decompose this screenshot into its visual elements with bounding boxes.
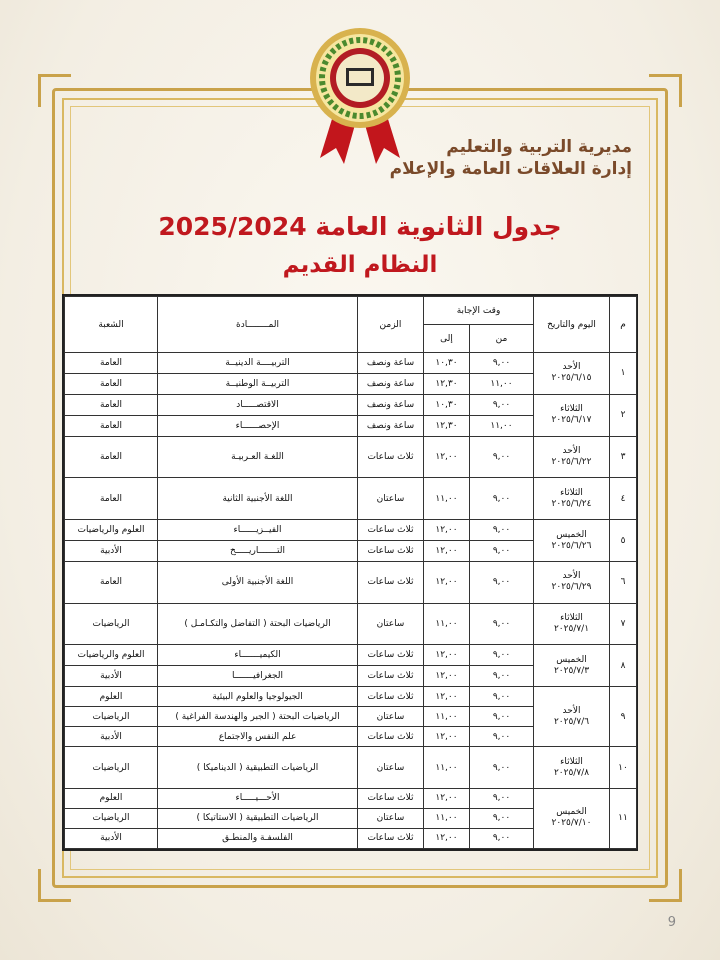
day-name: الأحد bbox=[562, 705, 581, 716]
day-name: الثلاثاء bbox=[560, 613, 583, 624]
exam-date: ٢٠٢٥/٧/٨ bbox=[553, 767, 590, 778]
subject-cell: الرياضيات البحتة ( التفاضل والتكـامـل ) bbox=[158, 603, 358, 645]
subject-cell: اللغة الأجنبية الثانية bbox=[158, 478, 358, 520]
duration-cell: ثلاث ساعات bbox=[358, 788, 424, 808]
time-to: ١٢,٠٠ bbox=[424, 727, 470, 747]
subject-cell: التربيــة الوطنيــة bbox=[158, 373, 358, 394]
branch-cell: الرياضيات bbox=[65, 707, 158, 727]
table-row bbox=[65, 561, 637, 603]
time-from: ٩,٠٠ bbox=[470, 828, 534, 848]
exam-date: ٢٠٢٥/٧/١ bbox=[553, 624, 590, 635]
duration-cell: ساعة ونصف bbox=[358, 353, 424, 374]
row-index: ١١ bbox=[610, 788, 637, 848]
day-date-cell bbox=[534, 353, 610, 395]
row-index: ١٠ bbox=[610, 747, 637, 789]
subject-cell: اللغة الأجنبية الأولى bbox=[158, 561, 358, 603]
branch-cell: العلوم والرياضيات bbox=[65, 520, 158, 541]
subject-cell: اللغـة العـربيـة bbox=[158, 436, 358, 478]
subject-cell: الرياضيات البحتة ( الجبر والهندسة الفراغية ) bbox=[158, 707, 358, 727]
row-index: ٨ bbox=[610, 645, 637, 687]
branch-cell: العلوم والرياضيات bbox=[65, 645, 158, 666]
time-from: ٩,٠٠ bbox=[470, 603, 534, 645]
time-from: ٩,٠٠ bbox=[470, 666, 534, 687]
day-name: الثلاثاء bbox=[560, 756, 583, 767]
time-to: ١٢,٠٠ bbox=[424, 788, 470, 808]
branch-cell: الأدبية bbox=[65, 666, 158, 687]
subject-cell: الاقتصـــــاد bbox=[158, 394, 358, 415]
duration-cell: ساعتان bbox=[358, 478, 424, 520]
day-date-cell bbox=[534, 687, 610, 747]
day-name: الخميس bbox=[556, 529, 587, 540]
branch-cell: العامة bbox=[65, 561, 158, 603]
time-from: ٩,٠٠ bbox=[470, 394, 534, 415]
subject-cell: الجغرافيـــــــا bbox=[158, 666, 358, 687]
schedule-table bbox=[64, 296, 637, 849]
header-from: من bbox=[470, 325, 534, 353]
time-to: ١٢,٠٠ bbox=[424, 687, 470, 707]
duration-cell: ثلاث ساعات bbox=[358, 687, 424, 707]
duration-cell: ساعتان bbox=[358, 707, 424, 727]
day-date-cell bbox=[534, 520, 610, 562]
duration-cell: ثلاث ساعات bbox=[358, 436, 424, 478]
subject-cell: الكيميـــــــاء bbox=[158, 645, 358, 666]
branch-cell: العامة bbox=[65, 373, 158, 394]
exam-date: ٢٠٢٥/٦/١٥ bbox=[551, 373, 592, 384]
branch-cell: الرياضيات bbox=[65, 603, 158, 645]
row-index: ٩ bbox=[610, 687, 637, 747]
time-from: ١١,٠٠ bbox=[470, 415, 534, 436]
time-to: ١١,٠٠ bbox=[424, 603, 470, 645]
subject-cell: الفيــزيــــــاء bbox=[158, 520, 358, 541]
table-row bbox=[65, 645, 637, 666]
day-name: الثلاثاء bbox=[560, 404, 583, 415]
subject-cell: التـــــــاريـــــخ bbox=[158, 541, 358, 562]
time-to: ١٢,٠٠ bbox=[424, 666, 470, 687]
branch-cell: الأدبية bbox=[65, 727, 158, 747]
day-date-cell bbox=[534, 788, 610, 848]
time-to: ١١,٠٠ bbox=[424, 747, 470, 789]
branch-cell: الرياضيات bbox=[65, 808, 158, 828]
table-row bbox=[65, 436, 637, 478]
header-subject: المــــــــادة bbox=[158, 297, 358, 353]
time-to: ١٠,٣٠ bbox=[424, 394, 470, 415]
schedule-body bbox=[65, 353, 637, 849]
day-date-cell bbox=[534, 603, 610, 645]
exam-date: ٢٠٢٥/٧/٣ bbox=[553, 665, 590, 676]
time-from: ٩,٠٠ bbox=[470, 478, 534, 520]
branch-cell: الأدبية bbox=[65, 828, 158, 848]
table-row bbox=[65, 788, 637, 808]
exam-date: ٢٠٢٥/٦/١٧ bbox=[551, 415, 592, 426]
time-from: ٩,٠٠ bbox=[470, 541, 534, 562]
subject-cell: الأحـــيـــــاء bbox=[158, 788, 358, 808]
time-from: ٩,٠٠ bbox=[470, 808, 534, 828]
page-subtitle: النظام القديم bbox=[282, 252, 438, 278]
day-name: الأحد bbox=[562, 445, 581, 456]
time-to: ١١,٠٠ bbox=[424, 808, 470, 828]
time-to: ١٢,٠٠ bbox=[424, 520, 470, 541]
row-index: ٢ bbox=[610, 394, 637, 436]
header-index: م bbox=[610, 297, 637, 353]
day-date-cell bbox=[534, 645, 610, 687]
subject-cell: الفلسفـة والمنطـق bbox=[158, 828, 358, 848]
duration-cell: ثلاث ساعات bbox=[358, 645, 424, 666]
day-name: الأحد bbox=[562, 571, 581, 582]
duration-cell: ساعتان bbox=[358, 747, 424, 789]
time-from: ٩,٠٠ bbox=[470, 353, 534, 374]
time-to: ١٢,٠٠ bbox=[424, 828, 470, 848]
time-to: ١٢,٠٠ bbox=[424, 561, 470, 603]
exam-date: ٢٠٢٥/٦/٢٦ bbox=[551, 540, 592, 551]
row-index: ١ bbox=[610, 353, 637, 395]
duration-cell: ساعة ونصف bbox=[358, 415, 424, 436]
time-from: ٩,٠٠ bbox=[470, 788, 534, 808]
table-row bbox=[65, 520, 637, 541]
time-from: ٩,٠٠ bbox=[470, 727, 534, 747]
day-name: الثلاثاء bbox=[560, 487, 583, 498]
time-from: ٩,٠٠ bbox=[470, 436, 534, 478]
day-date-cell bbox=[534, 394, 610, 436]
time-from: ٩,٠٠ bbox=[470, 687, 534, 707]
day-name: الخميس bbox=[556, 654, 587, 665]
subject-cell: التربيــــة الدينيــة bbox=[158, 353, 358, 374]
branch-cell: العامة bbox=[65, 478, 158, 520]
duration-cell: ساعتان bbox=[358, 808, 424, 828]
time-from: ٩,٠٠ bbox=[470, 561, 534, 603]
branch-cell: العلوم bbox=[65, 687, 158, 707]
subject-cell: الرياضيات التطبيقية ( الديناميكا ) bbox=[158, 747, 358, 789]
table-row bbox=[65, 394, 637, 415]
exam-date: ٢٠٢٥/٦/٢٤ bbox=[551, 498, 592, 509]
branch-cell: العامة bbox=[65, 436, 158, 478]
table-row bbox=[65, 353, 637, 374]
header-to: إلى bbox=[424, 325, 470, 353]
row-index: ٣ bbox=[610, 436, 637, 478]
schedule-table-container bbox=[62, 294, 638, 851]
time-to: ١١,٠٠ bbox=[424, 478, 470, 520]
branch-cell: العامة bbox=[65, 415, 158, 436]
row-index: ٧ bbox=[610, 603, 637, 645]
day-date-cell bbox=[534, 747, 610, 789]
duration-cell: ثلاث ساعات bbox=[358, 666, 424, 687]
branch-cell: الأدبية bbox=[65, 541, 158, 562]
row-index: ٥ bbox=[610, 520, 637, 562]
exam-date: ٢٠٢٥/٧/٦ bbox=[553, 716, 590, 727]
header-branch: الشعبة bbox=[65, 297, 158, 353]
subject-cell: الإحصــــــاء bbox=[158, 415, 358, 436]
row-index: ٦ bbox=[610, 561, 637, 603]
table-row bbox=[65, 478, 637, 520]
table-row bbox=[65, 687, 637, 707]
subject-cell: الرياضيات التطبيقية ( الاستاتيكا ) bbox=[158, 808, 358, 828]
duration-cell: ساعة ونصف bbox=[358, 373, 424, 394]
duration-cell: ساعتان bbox=[358, 603, 424, 645]
time-to: ١٠,٣٠ bbox=[424, 353, 470, 374]
subject-cell: علم النفس والاجتماع bbox=[158, 727, 358, 747]
exam-date: ٢٠٢٥/٦/٢٩ bbox=[551, 582, 592, 593]
exam-date: ٢٠٢٥/٦/٢٢ bbox=[551, 456, 592, 467]
day-name: الخميس bbox=[556, 807, 587, 818]
header-day-date: اليوم والتاريخ bbox=[534, 297, 610, 353]
time-to: ١٢,٠٠ bbox=[424, 436, 470, 478]
table-row bbox=[65, 603, 637, 645]
page-title: جدول الثانوية العامة 2025/2024 bbox=[158, 212, 562, 241]
time-from: ٩,٠٠ bbox=[470, 645, 534, 666]
duration-cell: ساعة ونصف bbox=[358, 394, 424, 415]
duration-cell: ثلاث ساعات bbox=[358, 828, 424, 848]
time-to: ١٢,٣٠ bbox=[424, 415, 470, 436]
time-from: ٩,٠٠ bbox=[470, 520, 534, 541]
branch-cell: الرياضيات bbox=[65, 747, 158, 789]
time-from: ٩,٠٠ bbox=[470, 707, 534, 727]
subject-cell: الجيولوجيا والعلوم البيئية bbox=[158, 687, 358, 707]
day-date-cell bbox=[534, 561, 610, 603]
header-text bbox=[390, 136, 632, 180]
header-answer-time: وقت الإجابة bbox=[424, 297, 534, 325]
duration-cell: ثلاث ساعات bbox=[358, 520, 424, 541]
branch-cell: العامة bbox=[65, 394, 158, 415]
exam-date: ٢٠٢٥/٧/١٠ bbox=[551, 818, 592, 829]
time-to: ١١,٠٠ bbox=[424, 707, 470, 727]
header-duration: الزمن bbox=[358, 297, 424, 353]
time-to: ١٢,٠٠ bbox=[424, 541, 470, 562]
time-to: ١٢,٣٠ bbox=[424, 373, 470, 394]
time-from: ١١,٠٠ bbox=[470, 373, 534, 394]
duration-cell: ثلاث ساعات bbox=[358, 727, 424, 747]
duration-cell: ثلاث ساعات bbox=[358, 561, 424, 603]
day-date-cell bbox=[534, 436, 610, 478]
duration-cell: ثلاث ساعات bbox=[358, 541, 424, 562]
time-to: ١٢,٠٠ bbox=[424, 645, 470, 666]
time-from: ٩,٠٠ bbox=[470, 747, 534, 789]
branch-cell: العامة bbox=[65, 353, 158, 374]
table-row bbox=[65, 747, 637, 789]
directorate-name: مديرية التربية والتعليم bbox=[446, 137, 632, 157]
branch-cell: العلوم bbox=[65, 788, 158, 808]
day-date-cell bbox=[534, 478, 610, 520]
day-name: الأحد bbox=[562, 362, 581, 373]
row-index: ٤ bbox=[610, 478, 637, 520]
department-name: إدارة العلاقات العامة والإعلام bbox=[389, 159, 632, 179]
page-number: 9 bbox=[667, 915, 676, 930]
